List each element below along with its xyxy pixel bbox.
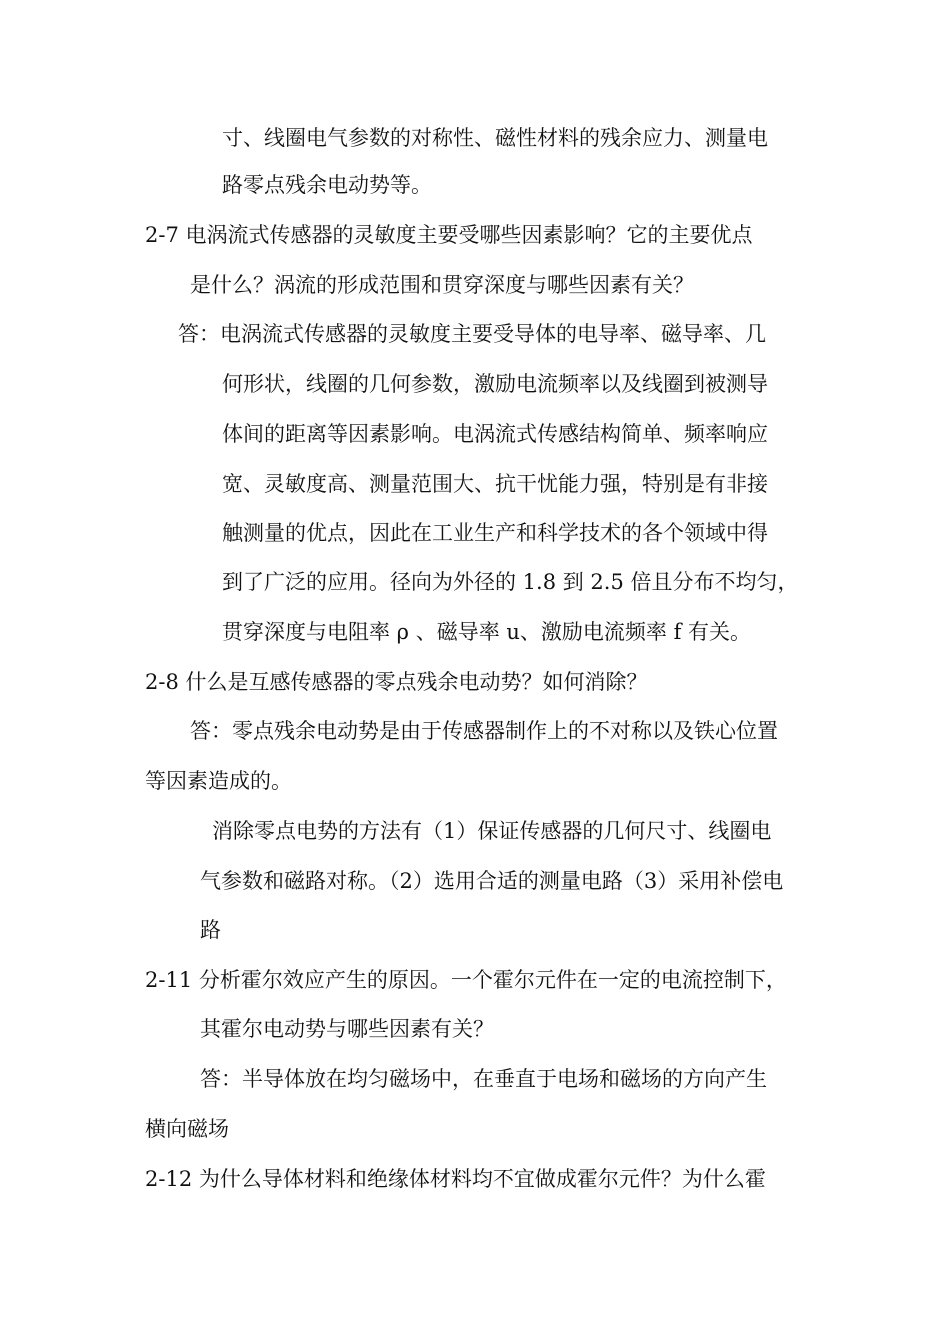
question-line: 2-8 什么是互感传感器的零点残余电动势？如何消除？ (145, 670, 648, 694)
text-line: 寸、线圈电气参数的对称性、磁性材料的残余应力、测量电 (222, 126, 768, 150)
question-line: 2-11 分析霍尔效应产生的原因。一个霍尔元件在一定的电流控制下， (145, 968, 787, 992)
question-line: 是什么？涡流的形成范围和贯穿深度与哪些因素有关？ (190, 273, 694, 297)
question-line: 2-7 电涡流式传感器的灵敏度主要受哪些因素影响？它的主要优点 (145, 223, 753, 247)
answer-line: 到了广泛的应用。径向为外径的 1.8 到 2.5 倍且分布不均匀， (222, 570, 799, 594)
method-line: 气参数和磁路对称。（2）选用合适的测量电路（3）采用补偿电 (200, 869, 784, 893)
answer-line: 宽、灵敏度高、测量范围大、抗干忧能力强，特别是有非接 (222, 472, 768, 496)
answer-line: 触测量的优点，因此在工业生产和科学技术的各个领域中得 (222, 521, 768, 545)
answer-line: 答：半导体放在均匀磁场中，在垂直于电场和磁场的方向产生 (200, 1067, 767, 1091)
method-line: 消除零点电势的方法有（1）保证传感器的几何尺寸、线圈电 (212, 819, 772, 843)
method-line: 路 (200, 918, 221, 942)
answer-line: 体间的距离等因素影响。电涡流式传感结构简单、频率响应 (222, 422, 768, 446)
answer-line: 等因素造成的。 (145, 769, 292, 793)
answer-line: 贯穿深度与电阻率 ρ 、磁导率 u、激励电流频率 f 有关。 (222, 620, 752, 644)
answer-line: 答：零点残余电动势是由于传感器制作上的不对称以及铁心位置 (190, 719, 778, 743)
answer-line: 何形状，线圈的几何参数，激励电流频率以及线圈到被测导 (222, 372, 768, 396)
text-line: 路零点残余电动势等。 (222, 173, 432, 197)
question-line: 其霍尔电动势与哪些因素有关？ (200, 1017, 494, 1041)
answer-line: 答：电涡流式传感器的灵敏度主要受导体的电导率、磁导率、几 (178, 322, 766, 346)
answer-line: 横向磁场 (145, 1117, 229, 1141)
question-line: 2-12 为什么导体材料和绝缘体材料均不宜做成霍尔元件？为什么霍 (145, 1167, 766, 1191)
